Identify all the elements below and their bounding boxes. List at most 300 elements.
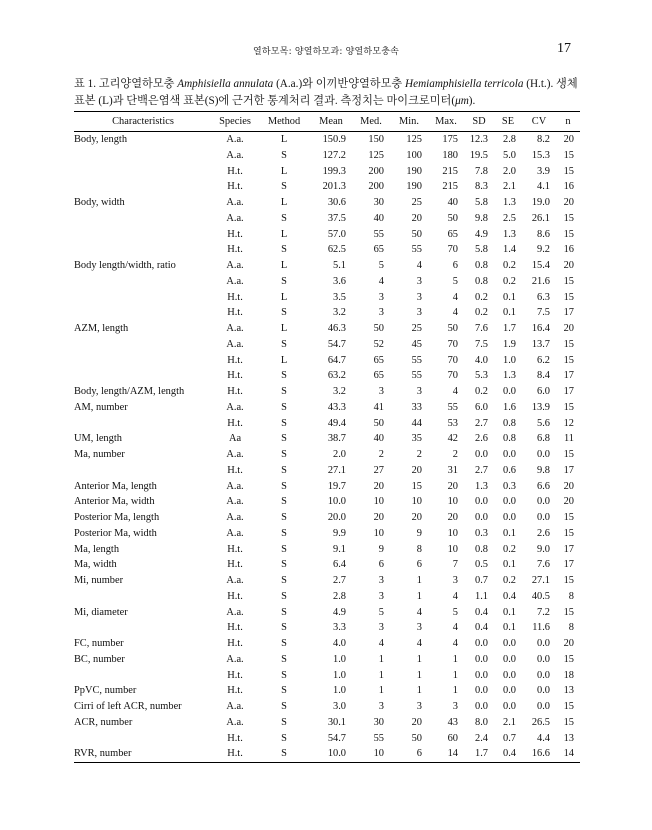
cell-se: 2.1 xyxy=(503,716,516,728)
cell-mean: 20.0 xyxy=(327,512,346,523)
cell-characteristic xyxy=(74,463,212,479)
table-row xyxy=(74,368,580,384)
caption-text-2: (A.a.)와 이끼반양열하모충 xyxy=(273,78,406,90)
cell-n: 12 xyxy=(563,417,574,429)
cell-n: 15 xyxy=(563,701,574,712)
cell-se: 1.4 xyxy=(503,244,516,256)
cell-n: 17 xyxy=(563,370,574,382)
cell-min: 1 xyxy=(416,575,422,586)
cell-n: 20 xyxy=(563,323,574,334)
cell-median: 55 xyxy=(373,228,384,240)
cell-min: 20 xyxy=(411,464,422,476)
cell-max: 7 xyxy=(452,559,458,571)
cell-sd: 0.7 xyxy=(475,575,488,586)
cell-n: 20 xyxy=(563,480,574,492)
cell-median: 1 xyxy=(378,685,384,697)
cell-median: 4 xyxy=(378,638,384,649)
cell-characteristic: Cirri of left ACR, number xyxy=(74,701,182,712)
cell-max: 10 xyxy=(447,527,458,539)
cell-species: A.a. xyxy=(226,606,244,618)
cell-species: H.t. xyxy=(227,181,243,193)
cell-species: A.a. xyxy=(226,653,244,665)
cell-sd: 0.0 xyxy=(475,638,488,649)
cell-n: 15 xyxy=(563,575,574,586)
cell-max: 215 xyxy=(442,165,458,177)
cell-max: 20 xyxy=(447,480,458,492)
cell-mean: 3.0 xyxy=(333,701,346,712)
cell-characteristic: Body, length/AZM, length xyxy=(74,386,185,397)
table-row xyxy=(74,479,580,495)
cell-n: 15 xyxy=(563,512,574,523)
cell-n: 13 xyxy=(563,685,574,697)
cell-max: 1 xyxy=(452,653,458,665)
cell-max: 4 xyxy=(452,291,458,303)
cell-method: S xyxy=(281,417,287,429)
cell-se: 0.0 xyxy=(503,669,516,681)
cell-species: A.a. xyxy=(226,496,244,508)
table-row xyxy=(74,132,580,148)
cell-sd: 0.0 xyxy=(475,701,488,712)
cell-species: H.t. xyxy=(227,370,243,382)
cell-cv: 2.6 xyxy=(537,527,550,539)
cell-characteristic: BC, number xyxy=(74,653,125,665)
cell-cv: 0.0 xyxy=(537,669,550,681)
cell-max: 2 xyxy=(452,449,458,460)
cell-n: 15 xyxy=(563,401,574,413)
cell-sd: 2.7 xyxy=(475,464,488,476)
header-sd: SD xyxy=(472,116,486,127)
cell-se: 2.5 xyxy=(503,212,516,224)
cell-max: 5 xyxy=(452,606,458,618)
cell-n: 15 xyxy=(563,653,574,665)
cell-mean: 1.0 xyxy=(333,669,346,681)
cell-n: 15 xyxy=(563,149,574,161)
table-body xyxy=(74,132,580,763)
table-row xyxy=(74,337,580,353)
cell-mean: 30.6 xyxy=(327,197,346,208)
cell-median: 65 xyxy=(373,370,384,382)
cell-mean: 3.3 xyxy=(333,622,346,634)
cell-method: S xyxy=(281,653,287,665)
cell-cv: 9.0 xyxy=(537,543,550,555)
cell-max: 4 xyxy=(452,386,458,397)
cell-median: 3 xyxy=(378,386,384,397)
cell-mean: 9.1 xyxy=(333,543,346,555)
cell-characteristic xyxy=(74,416,212,432)
cell-max: 53 xyxy=(447,417,458,429)
cell-sd: 8.0 xyxy=(475,716,488,728)
cell-se: 0.0 xyxy=(503,449,516,460)
cell-median: 10 xyxy=(373,748,384,760)
cell-median: 40 xyxy=(373,433,384,445)
caption-text-3: (H.t.). 생체 표본 (L)과 단백은염색 표본(S)에 근거한 통계처리 결과. 측정치는 마이크로미터( xyxy=(74,78,578,107)
table-row xyxy=(74,305,580,321)
cell-n: 20 xyxy=(563,638,574,649)
header-characteristics: Characteristics xyxy=(112,116,174,127)
cell-n: 18 xyxy=(563,669,574,681)
header-max: Max. xyxy=(435,116,457,127)
cell-characteristic: UM, length xyxy=(74,433,122,445)
cell-characteristic xyxy=(74,274,212,290)
cell-min: 20 xyxy=(411,212,422,224)
cell-cv: 6.0 xyxy=(537,386,550,397)
cell-method: S xyxy=(281,496,287,508)
cell-characteristic xyxy=(74,227,212,243)
cell-max: 70 xyxy=(447,370,458,382)
cell-n: 20 xyxy=(563,197,574,208)
cell-sd: 5.8 xyxy=(475,244,488,256)
caption-species-1: Amphisiella annulata xyxy=(177,78,274,90)
cell-n: 17 xyxy=(563,559,574,571)
cell-sd: 0.0 xyxy=(475,449,488,460)
cell-characteristic xyxy=(74,731,212,747)
cell-max: 175 xyxy=(442,134,458,145)
cell-median: 5 xyxy=(378,606,384,618)
cell-sd: 0.5 xyxy=(475,559,488,571)
cell-sd: 1.7 xyxy=(475,748,488,760)
cell-method: S xyxy=(281,622,287,634)
cell-min: 1 xyxy=(416,653,422,665)
cell-median: 9 xyxy=(378,543,384,555)
cell-n: 17 xyxy=(563,307,574,319)
cell-median: 3 xyxy=(378,622,384,634)
cell-species: A.a. xyxy=(226,527,244,539)
table-row xyxy=(74,636,580,652)
cell-sd: 0.2 xyxy=(475,386,488,397)
cell-mean: 199.3 xyxy=(322,165,346,177)
table-row xyxy=(74,447,580,463)
cell-n: 8 xyxy=(568,622,574,634)
cell-species: A.a. xyxy=(226,701,244,712)
cell-species: A.a. xyxy=(226,449,244,460)
cell-mean: 63.2 xyxy=(327,370,346,382)
cell-sd: 0.0 xyxy=(475,512,488,523)
cell-species: H.t. xyxy=(227,748,243,760)
cell-characteristic: Body, width xyxy=(74,197,125,208)
cell-cv: 4.4 xyxy=(537,732,550,744)
table-row xyxy=(74,605,580,621)
cell-max: 1 xyxy=(452,669,458,681)
cell-max: 65 xyxy=(447,228,458,240)
cell-n: 14 xyxy=(563,748,574,760)
cell-median: 20 xyxy=(373,480,384,492)
cell-mean: 1.0 xyxy=(333,653,346,665)
cell-median: 125 xyxy=(368,149,384,161)
cell-method: S xyxy=(281,606,287,618)
cell-min: 35 xyxy=(411,433,422,445)
cell-sd: 8.3 xyxy=(475,181,488,193)
cell-characteristic xyxy=(74,668,212,684)
cell-cv: 0.0 xyxy=(537,638,550,649)
cell-method: S xyxy=(281,732,287,744)
cell-median: 41 xyxy=(373,401,384,413)
cell-method: S xyxy=(281,149,287,161)
cell-n: 17 xyxy=(563,386,574,397)
cell-median: 10 xyxy=(373,496,384,508)
cell-mean: 2.7 xyxy=(333,575,346,586)
cell-species: A.a. xyxy=(226,480,244,492)
table-row xyxy=(74,290,580,306)
cell-cv: 7.2 xyxy=(537,606,550,618)
cell-method: S xyxy=(281,748,287,760)
table-row xyxy=(74,731,580,747)
cell-mean: 27.1 xyxy=(327,464,346,476)
cell-max: 31 xyxy=(447,464,458,476)
cell-method: S xyxy=(281,543,287,555)
cell-median: 50 xyxy=(373,323,384,334)
cell-sd: 12.3 xyxy=(469,134,488,145)
table-row xyxy=(74,494,580,510)
cell-min: 6 xyxy=(416,559,422,571)
table-row xyxy=(74,258,580,274)
cell-characteristic xyxy=(74,290,212,306)
table-row xyxy=(74,715,580,731)
cell-mean: 37.5 xyxy=(327,212,346,224)
cell-characteristic: Posterior Ma, width xyxy=(74,527,157,539)
cell-median: 5 xyxy=(378,260,384,271)
cell-max: 5 xyxy=(452,275,458,287)
cell-max: 14 xyxy=(447,748,458,760)
cell-median: 200 xyxy=(368,165,384,177)
cell-characteristic: AZM, length xyxy=(74,323,129,334)
table-row xyxy=(74,164,580,180)
cell-cv: 16.4 xyxy=(531,323,550,334)
cell-se: 0.6 xyxy=(503,464,516,476)
cell-species: H.t. xyxy=(227,638,243,649)
cell-median: 6 xyxy=(378,559,384,571)
cell-sd: 2.7 xyxy=(475,417,488,429)
cell-median: 20 xyxy=(373,512,384,523)
cell-method: L xyxy=(280,134,288,145)
cell-method: S xyxy=(281,559,287,571)
cell-mean: 19.7 xyxy=(327,480,346,492)
cell-min: 15 xyxy=(411,480,422,492)
cell-characteristic: Posterior Ma, length xyxy=(74,512,160,523)
cell-max: 70 xyxy=(447,244,458,256)
cell-min: 3 xyxy=(416,275,422,287)
cell-sd: 0.0 xyxy=(475,653,488,665)
cell-n: 15 xyxy=(563,291,574,303)
cell-species: A.a. xyxy=(226,575,244,586)
cell-max: 50 xyxy=(447,323,458,334)
cell-se: 0.0 xyxy=(503,496,516,508)
cell-mean: 6.4 xyxy=(333,559,346,571)
table-row xyxy=(74,652,580,668)
cell-min: 3 xyxy=(416,307,422,319)
cell-max: 4 xyxy=(452,307,458,319)
cell-se: 1.6 xyxy=(503,401,516,413)
cell-median: 3 xyxy=(378,307,384,319)
cell-sd: 0.0 xyxy=(475,496,488,508)
cell-mean: 5.1 xyxy=(333,260,346,271)
header-cv: CV xyxy=(531,116,547,127)
cell-max: 55 xyxy=(447,401,458,413)
cell-sd: 0.2 xyxy=(475,307,488,319)
cell-species: H.t. xyxy=(227,622,243,634)
cell-method: L xyxy=(280,260,288,271)
cell-se: 0.4 xyxy=(503,590,516,602)
cell-min: 44 xyxy=(411,417,422,429)
cell-min: 3 xyxy=(416,386,422,397)
cell-characteristic xyxy=(74,179,212,195)
cell-method: S xyxy=(281,716,287,728)
cell-se: 1.0 xyxy=(503,354,516,366)
cell-species: H.t. xyxy=(227,165,243,177)
table-row xyxy=(74,431,580,447)
cell-species: A.a. xyxy=(226,275,244,287)
cell-species: H.t. xyxy=(227,464,243,476)
cell-cv: 9.2 xyxy=(537,244,550,256)
table-row xyxy=(74,668,580,684)
cell-min: 6 xyxy=(416,748,422,760)
cell-median: 3 xyxy=(378,291,384,303)
cell-se: 1.9 xyxy=(503,338,516,350)
running-title: 열하모목: 양열하모과: 양열하모충속 xyxy=(253,47,399,57)
cell-characteristic xyxy=(74,242,212,258)
cell-se: 0.2 xyxy=(503,543,516,555)
statistics-table xyxy=(74,111,580,763)
page-number: 17 xyxy=(557,41,571,56)
cell-min: 4 xyxy=(416,260,422,271)
cell-min: 8 xyxy=(416,543,422,555)
cell-se: 0.1 xyxy=(503,559,516,571)
cell-cv: 19.0 xyxy=(531,197,550,208)
cell-sd: 19.5 xyxy=(469,149,488,161)
cell-n: 17 xyxy=(563,464,574,476)
cell-max: 42 xyxy=(447,433,458,445)
cell-median: 27 xyxy=(373,464,384,476)
cell-species: A.a. xyxy=(226,134,244,145)
cell-max: 70 xyxy=(447,338,458,350)
cell-method: S xyxy=(281,433,287,445)
cell-min: 1 xyxy=(416,685,422,697)
cell-characteristic xyxy=(74,368,212,384)
cell-mean: 2.8 xyxy=(333,590,346,602)
cell-se: 1.3 xyxy=(503,228,516,240)
cell-se: 0.1 xyxy=(503,527,516,539)
cell-se: 0.1 xyxy=(503,307,516,319)
cell-method: L xyxy=(280,165,288,177)
cell-mean: 150.9 xyxy=(322,134,346,145)
cell-min: 25 xyxy=(411,323,422,334)
cell-n: 15 xyxy=(563,527,574,539)
cell-max: 3 xyxy=(452,575,458,586)
cell-n: 15 xyxy=(563,275,574,287)
header-median: Med. xyxy=(360,116,382,127)
table-row xyxy=(74,195,580,211)
cell-min: 3 xyxy=(416,291,422,303)
table-row xyxy=(74,179,580,195)
cell-min: 55 xyxy=(411,370,422,382)
cell-sd: 0.2 xyxy=(475,291,488,303)
cell-cv: 27.1 xyxy=(531,575,550,586)
cell-sd: 5.3 xyxy=(475,370,488,382)
cell-se: 1.3 xyxy=(503,370,516,382)
cell-species: H.t. xyxy=(227,543,243,555)
cell-cv: 0.0 xyxy=(537,512,550,523)
cell-median: 3 xyxy=(378,590,384,602)
cell-species: H.t. xyxy=(227,590,243,602)
cell-mean: 49.4 xyxy=(327,417,346,429)
cell-mean: 46.3 xyxy=(327,323,346,334)
cell-sd: 0.8 xyxy=(475,543,488,555)
cell-species: A.a. xyxy=(226,149,244,161)
cell-cv: 8.2 xyxy=(537,134,550,145)
cell-max: 4 xyxy=(452,590,458,602)
cell-min: 10 xyxy=(411,496,422,508)
cell-method: S xyxy=(281,527,287,539)
table-row xyxy=(74,542,580,558)
cell-characteristic: RVR, number xyxy=(74,748,132,760)
header-mean: Mean xyxy=(319,116,343,127)
cell-characteristic: Mi, diameter xyxy=(74,606,128,618)
cell-sd: 9.8 xyxy=(475,212,488,224)
cell-method: L xyxy=(280,323,288,334)
cell-se: 0.2 xyxy=(503,260,516,271)
cell-min: 20 xyxy=(411,512,422,523)
cell-median: 30 xyxy=(373,197,384,208)
cell-min: 9 xyxy=(416,527,422,539)
cell-se: 0.0 xyxy=(503,653,516,665)
cell-species: H.t. xyxy=(227,669,243,681)
cell-mean: 30.1 xyxy=(327,716,346,728)
cell-min: 1 xyxy=(416,590,422,602)
cell-max: 43 xyxy=(447,716,458,728)
cell-species: A.a. xyxy=(226,323,244,334)
cell-se: 0.8 xyxy=(503,433,516,445)
cell-sd: 0.4 xyxy=(475,622,488,634)
cell-median: 30 xyxy=(373,716,384,728)
cell-method: S xyxy=(281,590,287,602)
cell-method: S xyxy=(281,181,287,193)
cell-mean: 127.2 xyxy=(322,149,346,161)
cell-species: A.a. xyxy=(226,212,244,224)
header-min: Min. xyxy=(399,116,419,127)
caption-species-2: Hemiamphisiella terricola xyxy=(405,78,524,90)
cell-min: 55 xyxy=(411,244,422,256)
cell-characteristic xyxy=(74,211,212,227)
cell-species: Aa xyxy=(228,433,242,445)
cell-sd: 0.8 xyxy=(475,275,488,287)
cell-method: S xyxy=(281,480,287,492)
cell-characteristic: PpVC, number xyxy=(74,685,137,697)
cell-se: 0.7 xyxy=(503,732,516,744)
cell-min: 1 xyxy=(416,669,422,681)
cell-se: 0.1 xyxy=(503,291,516,303)
cell-mean: 38.7 xyxy=(327,433,346,445)
cell-max: 4 xyxy=(452,622,458,634)
cell-n: 11 xyxy=(563,433,574,445)
table-row xyxy=(74,353,580,369)
table-row xyxy=(74,589,580,605)
cell-cv: 15.4 xyxy=(531,260,550,271)
cell-method: L xyxy=(280,291,288,303)
cell-species: A.a. xyxy=(226,401,244,413)
cell-method: L xyxy=(280,228,288,240)
cell-max: 3 xyxy=(452,701,458,712)
table-row xyxy=(74,683,580,699)
cell-species: H.t. xyxy=(227,228,243,240)
cell-method: S xyxy=(281,307,287,319)
table-row xyxy=(74,746,580,762)
cell-max: 10 xyxy=(447,496,458,508)
cell-characteristic: Anterior Ma, length xyxy=(74,480,157,492)
cell-mean: 1.0 xyxy=(333,685,346,697)
caption-unit: μm xyxy=(455,95,469,107)
cell-method: S xyxy=(281,386,287,397)
cell-species: H.t. xyxy=(227,291,243,303)
cell-sd: 2.6 xyxy=(475,433,488,445)
